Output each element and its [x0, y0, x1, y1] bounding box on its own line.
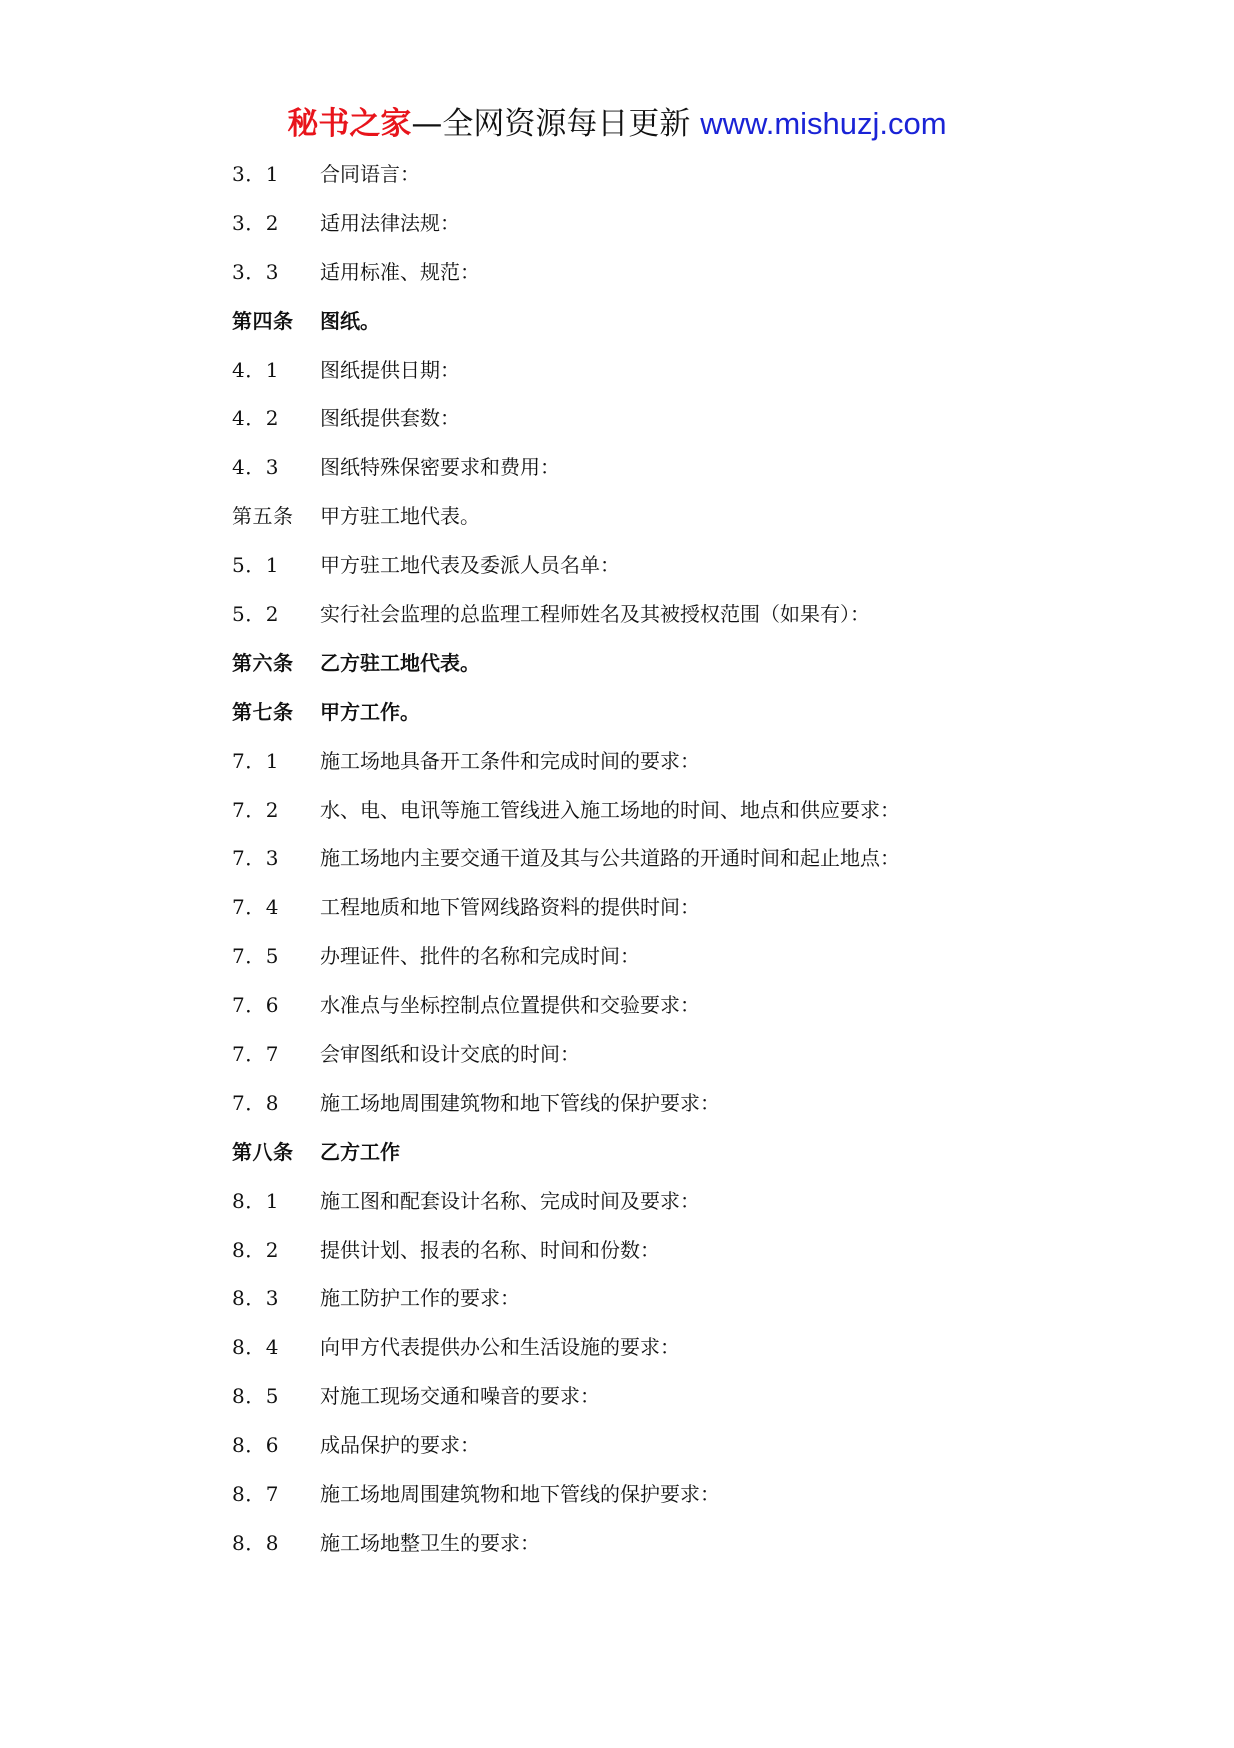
clause-text: 会审图纸和设计交底的时间：: [320, 1041, 580, 1066]
article-title: 甲方工作。: [320, 699, 420, 724]
clause-text: 施工场地整卫生的要求：: [320, 1530, 540, 1555]
clause-text: 甲方驻工地代表及委派人员名单：: [320, 553, 620, 578]
clause-8-6: [232, 1419, 1192, 1468]
clause-3-2: [232, 197, 1192, 246]
clause-7-8: [232, 1077, 1192, 1126]
clause-number: 3．2: [232, 210, 279, 235]
clause-4-2: [232, 392, 1192, 441]
clause-text: 合同语言：: [320, 161, 420, 186]
clause-7-4: [232, 881, 1192, 930]
article-8-heading: [232, 1126, 1192, 1175]
clause-5-1: [232, 539, 1192, 588]
clause-text: 适用法律法规：: [320, 210, 460, 235]
clause-number: 8．1: [232, 1188, 279, 1213]
clause-number: 4．2: [232, 406, 279, 431]
article-number: 第六条: [232, 650, 294, 675]
article-4-heading: [232, 295, 1192, 344]
clause-8-8: [232, 1517, 1192, 1566]
clause-7-1: [232, 735, 1192, 784]
clause-number: 8．6: [232, 1433, 279, 1458]
clause-text: 实行社会监理的总监理工程师姓名及其被授权范围（如果有）：: [320, 601, 870, 626]
clause-8-7: [232, 1468, 1192, 1517]
article-7-heading: [232, 686, 1192, 735]
clause-4-1: [232, 344, 1192, 393]
clause-7-6: [232, 979, 1192, 1028]
clause-text: 施工场地具备开工条件和完成时间的要求：: [320, 748, 700, 773]
clause-8-3: [232, 1272, 1192, 1321]
clause-number: 7．2: [232, 797, 279, 822]
header-tagline: —全网资源每日更新: [411, 106, 701, 142]
clause-number: 7．6: [232, 993, 279, 1018]
clause-text: 施工场地周围建筑物和地下管线的保护要求：: [320, 1481, 720, 1506]
clause-number: 7．5: [232, 944, 279, 969]
brand-name: 秘书之家: [287, 106, 412, 142]
clause-7-7: [232, 1028, 1192, 1077]
clause-text: 施工图和配套设计名称、完成时间及要求：: [320, 1188, 700, 1213]
site-url: www.mishuzj.com: [700, 106, 947, 141]
clause-3-3: [232, 246, 1192, 295]
clause-text: 水准点与坐标控制点位置提供和交验要求：: [320, 993, 700, 1018]
clause-number: 7．1: [232, 748, 279, 773]
clause-number: 8．7: [232, 1481, 279, 1506]
clause-number: 8．5: [232, 1384, 279, 1409]
clause-number: 3．3: [232, 259, 279, 284]
clause-8-5: [232, 1370, 1192, 1419]
clause-number: 8．4: [232, 1335, 279, 1360]
clause-7-2: [232, 784, 1192, 833]
clause-number: 8．8: [232, 1530, 279, 1555]
clause-number: 8．2: [232, 1237, 279, 1262]
clause-text: 图纸提供套数：: [320, 406, 460, 431]
clause-number: 7．7: [232, 1041, 279, 1066]
clause-number: 7．3: [232, 846, 279, 871]
clause-3-1: [232, 148, 1192, 197]
clause-number: 3．1: [232, 161, 279, 186]
clause-text: 向甲方代表提供办公和生活设施的要求：: [320, 1335, 680, 1360]
clause-text: 水、电、电讯等施工管线进入施工场地的时间、地点和供应要求：: [320, 797, 900, 822]
article-title: 乙方驻工地代表。: [320, 650, 480, 675]
article-6-heading: [232, 637, 1192, 686]
clause-text: 施工防护工作的要求：: [320, 1286, 520, 1311]
clause-number: 5．2: [232, 601, 279, 626]
clause-text: 提供计划、报表的名称、时间和份数：: [320, 1237, 660, 1262]
document-body: [232, 148, 1192, 1566]
clause-4-3: [232, 441, 1192, 490]
clause-8-1: [232, 1175, 1192, 1224]
clause-text: 施工场地内主要交通干道及其与公共道路的开通时间和起止地点：: [320, 846, 900, 871]
clause-text: 施工场地周围建筑物和地下管线的保护要求：: [320, 1090, 720, 1115]
clause-number: 7．4: [232, 895, 279, 920]
clause-7-3: [232, 832, 1192, 881]
clause-5-2: [232, 588, 1192, 637]
clause-number: 8．3: [232, 1286, 279, 1311]
clause-number: 7．8: [232, 1090, 279, 1115]
article-number: 第五条: [232, 504, 294, 529]
article-5-heading: [232, 490, 1192, 539]
clause-text: 工程地质和地下管网线路资料的提供时间：: [320, 895, 700, 920]
clause-text: 成品保护的要求：: [320, 1433, 480, 1458]
article-title: 甲方驻工地代表。: [320, 504, 480, 529]
article-number: 第八条: [232, 1139, 294, 1164]
clause-8-2: [232, 1224, 1192, 1273]
clause-text: 对施工现场交通和噪音的要求：: [320, 1384, 600, 1409]
article-title: 图纸。: [320, 308, 380, 333]
clause-7-5: [232, 930, 1192, 979]
clause-8-4: [232, 1321, 1192, 1370]
article-title: 乙方工作: [320, 1139, 400, 1164]
clause-text: 图纸特殊保密要求和费用：: [320, 455, 560, 480]
clause-number: 4．1: [232, 357, 279, 382]
clause-text: 适用标准、规范：: [320, 259, 480, 284]
clause-text: 办理证件、批件的名称和完成时间：: [320, 944, 640, 969]
clause-text: 图纸提供日期：: [320, 357, 460, 382]
clause-number: 4．3: [232, 455, 279, 480]
article-number: 第四条: [232, 308, 294, 333]
clause-number: 5．1: [232, 553, 279, 578]
article-number: 第七条: [232, 699, 294, 724]
site-header: [0, 100, 1234, 148]
